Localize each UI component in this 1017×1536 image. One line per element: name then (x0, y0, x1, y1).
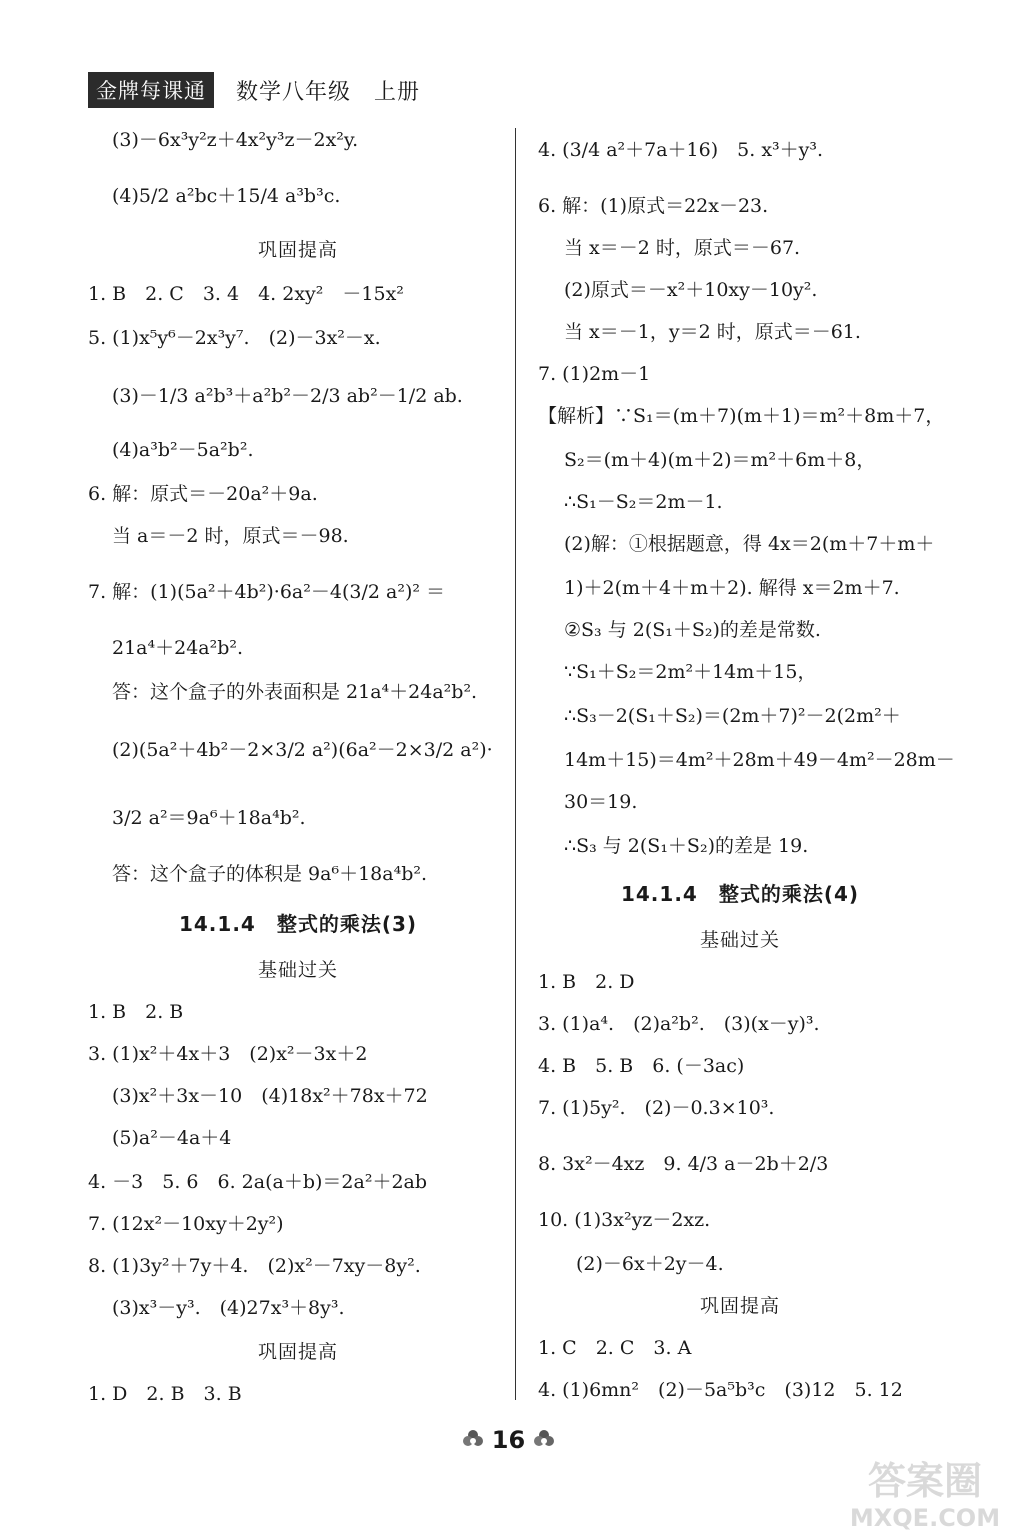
book-subtitle: 数学八年级 上册 (236, 79, 421, 105)
answer-line: (2)原式＝－x²＋10xy－10y². (564, 279, 818, 301)
answer-line: 5. (1)x⁵y⁶－2x³y⁷. (2)－3x²－x. (88, 327, 381, 349)
answer-line: 答：这个盒子的外表面积是 21a⁴＋24a²b². (112, 681, 478, 703)
answer-line: (4)a³b²－5a²b². (112, 439, 254, 461)
answer-line: (3)－6x³y²z＋4x²y³z－2x²y. (112, 129, 359, 151)
answer-line: 1)＋2(m＋4＋m＋2). 解得 x＝2m＋7. (564, 577, 900, 599)
answer-line: 6. 解：(1)原式＝22x－23. (538, 195, 769, 217)
brand-logo: 金牌每课通 (88, 72, 214, 108)
section-heading: 14.1.4 整式的乘法(3) (178, 912, 418, 936)
answer-line: 7. (12x²－10xy＋2y²) (88, 1213, 284, 1235)
page-header (88, 74, 420, 106)
answer-line: 3/2 a²＝9a⁶＋18a⁴b². (112, 807, 306, 829)
answer-line: (3)x²＋3x－10 (4)18x²＋78x＋72 (112, 1085, 428, 1107)
answer-line: (3)－1/3 a²b³＋a²b²－2/3 ab²－1/2 ab. (112, 385, 463, 407)
answer-line: ∵S₁＋S₂＝2m²＋14m＋15， (564, 661, 817, 683)
answer-line: ∴S₃ 与 2(S₁＋S₂)的差是 19. (564, 835, 809, 857)
answer-line: (3)x³－y³. (4)27x³＋8y³. (112, 1297, 345, 1319)
answer-line: 7. (1)5y². (2)－0.3×10³. (538, 1097, 775, 1119)
answer-line: 当 x＝－1，y＝2 时，原式＝－61. (564, 321, 861, 343)
answer-line: 3. (1)x²＋4x＋3 (2)x²－3x＋2 (88, 1043, 368, 1065)
answer-line: (5)a²－4a＋4 (112, 1127, 232, 1149)
answer-line: 当 a＝－2 时，原式＝－98. (112, 525, 349, 547)
answer-line: 7. (1)2m－1 (538, 363, 651, 385)
subsection-heading: 基础过关 (257, 959, 338, 981)
answer-line: 【解析】∵S₁＝(m＋7)(m＋1)＝m²＋8m＋7， (538, 405, 945, 427)
answer-line: (4)5/2 a²bc＋15/4 a³b³c. (112, 185, 341, 207)
answer-line: 当 x＝－2 时，原式＝－67. (564, 237, 801, 259)
answer-line: (2)－6x＋2y－4. (576, 1253, 724, 1275)
answer-line: 8. (1)3y²＋7y＋4. (2)x²－7xy－8y². (88, 1255, 421, 1277)
answer-line: ②S₃ 与 2(S₁＋S₂)的差是常数. (564, 619, 821, 641)
answer-line: ∴S₃－2(S₁＋S₂)＝(2m＋7)²－2(2m²＋ (564, 705, 901, 727)
answer-line: 8. 3x²－4xz 9. 4/3 a－2b＋2/3 (538, 1153, 829, 1175)
answer-line: 1. C 2. C 3. A (538, 1337, 692, 1359)
answer-line: 4. (3/4 a²＋7a＋16) 5. x³＋y³. (538, 139, 824, 161)
answer-line: 21a⁴＋24a²b². (112, 637, 244, 659)
subsection-heading: 巩固提高 (257, 239, 338, 261)
answer-line: 30＝19. (564, 791, 638, 813)
answer-line: S₂＝(m＋4)(m＋2)＝m²＋6m＋8， (564, 449, 876, 471)
answer-line: 10. (1)3x²yz－2xz. (538, 1209, 711, 1231)
subsection-heading: 巩固提高 (257, 1341, 338, 1363)
answer-line: 4. －3 5. 6 6. 2a(a＋b)＝2a²＋2ab (88, 1171, 428, 1193)
answer-line: 6. 解：原式＝－20a²＋9a. (88, 483, 318, 505)
answer-line: (2)(5a²＋4b²－2×3/2 a²)(6a²－2×3/2 a²)· (112, 739, 493, 761)
answer-line: ∴S₁－S₂＝2m－1. (564, 491, 723, 513)
answer-line: (2)解：①根据题意，得 4x＝2(m＋7＋m＋ (564, 533, 935, 555)
answer-line: 1. D 2. B 3. B (88, 1383, 242, 1405)
answer-line: 3. (1)a⁴. (2)a²b². (3)(x－y)³. (538, 1013, 820, 1035)
answer-line: 7. 解：(1)(5a²＋4b²)·6a²－4(3/2 a²)² ＝ (88, 581, 446, 603)
answer-line: 1. B 2. B (88, 1001, 184, 1023)
answer-line: 1. B 2. D (538, 971, 635, 993)
flower-icon (462, 1429, 484, 1451)
section-heading: 14.1.4 整式的乘法(4) (620, 882, 860, 906)
answer-line: 4. (1)6mn² (2)－5a⁵b³c (3)12 5. 12 (538, 1379, 903, 1401)
answer-line: 14m＋15)＝4m²＋28m＋49－4m²－28m－ (564, 749, 955, 771)
subsection-heading: 基础过关 (699, 929, 780, 951)
flower-icon (533, 1429, 555, 1451)
answer-line: 4. B 5. B 6. (－3ac) (538, 1055, 745, 1077)
subsection-heading: 巩固提高 (699, 1295, 780, 1317)
page-number: 16 (491, 1426, 526, 1454)
answer-line: 1. B 2. C 3. 4 4. 2xy² －15x² (88, 283, 404, 305)
watermark-text: 答案圈 (867, 1459, 983, 1503)
watermark-url: MXQE.COM (849, 1504, 1001, 1532)
column-divider (515, 128, 516, 1400)
watermark-logo (840, 1452, 1010, 1532)
answer-line: 答：这个盒子的体积是 9a⁶＋18a⁴b². (112, 863, 428, 885)
